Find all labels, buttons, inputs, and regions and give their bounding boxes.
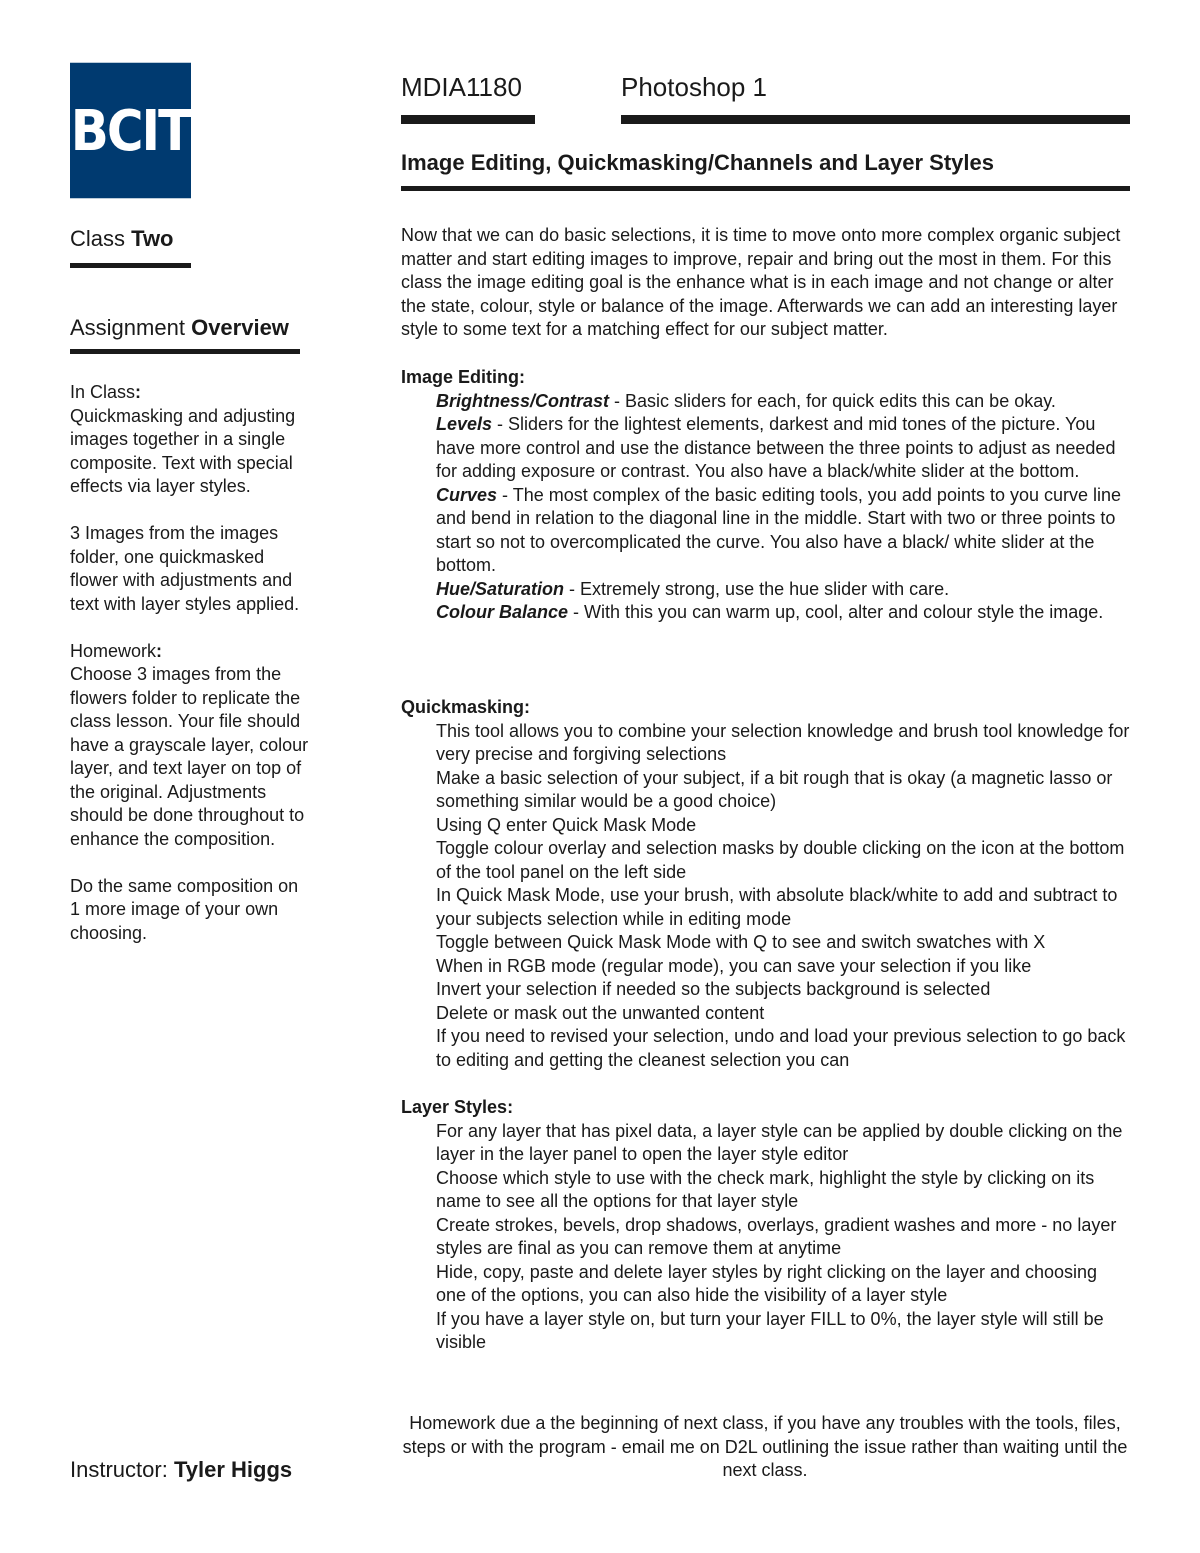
list-item: For any layer that has pixel data, a layer style can be applied by double clicking on the layer in the layer panel to open the layer style editor — [436, 1120, 1123, 1164]
course-name-bar — [621, 115, 1130, 124]
bcit-logo — [70, 63, 191, 199]
quickmasking-heading: Quickmasking: — [401, 697, 531, 717]
homework-label: Homework: — [70, 640, 163, 661]
homework-extra: Do the same composition on 1 more image of your own choosing. — [70, 875, 299, 943]
homework-text: Choose 3 images from the flowers folder to replicate the class lesson. Your file should have a grayscale layer, colour layer, and text layer on top of the original. Adjustments should be done throughout to enhance the composition. — [70, 664, 309, 849]
list-item: Choose which style to use with the check mark, highlight the style by clicking on its name to see all the options for that layer style — [436, 1167, 1095, 1211]
list-item: Invert your selection if needed so the subjects background is selected — [436, 979, 991, 999]
class-underline — [70, 263, 191, 268]
instructor-credit — [70, 1457, 292, 1483]
list-item: Curves - The most complex of the basic editing tools, you add points to you curve line and bend in relation to the diagonal line in the middle. Start with two or three points to start so not to overcomplicated the curve. You also have a black/ white slider at the bottom. — [436, 484, 1122, 575]
assignment-heading — [70, 315, 289, 341]
in-class-extra: 3 Images from the images folder, one quickmasked flower with adjustments and text with layer styles applied. — [70, 523, 300, 614]
course-code: MDIA1180 — [401, 72, 522, 102]
in-class-label: In Class: — [70, 382, 142, 402]
image-editing-list — [401, 390, 1131, 625]
assignment-underline — [70, 349, 300, 354]
layer-styles-list — [401, 1120, 1131, 1355]
quickmasking-list — [401, 720, 1131, 1073]
class-value: Two — [131, 226, 174, 251]
instructor-label: Instructor: — [70, 1457, 168, 1482]
page-title: Image Editing, Quickmasking/Channels and Layer Styles — [401, 150, 994, 175]
list-item: Create strokes, bevels, drop shadows, overlays, gradient washes and more - no layer styles are final as you can remove them at anytime — [436, 1214, 1117, 1258]
list-item: Toggle colour overlay and selection masks by double clicking on the icon at the bottom of the tool panel on the left side — [436, 838, 1125, 882]
list-item: Colour Balance - With this you can warm up, cool, alter and colour style the image. — [436, 602, 1104, 622]
instructor-name: Tyler Higgs — [173, 1457, 293, 1482]
list-item: Using Q enter Quick Mask Mode — [436, 814, 697, 835]
assignment-label: Assignment — [70, 315, 185, 340]
layer-styles-section — [401, 1096, 1131, 1355]
class-label: Class — [70, 226, 126, 251]
assignment-details — [70, 381, 310, 969]
logo-text: BCIT — [70, 98, 191, 163]
list-item: When in RGB mode (regular mode), you can save your selection if you like — [436, 955, 1032, 976]
list-item: Hide, copy, paste and delete layer styles by right clicking on the layer and choosing one of the options, you can also hide the visibility of a layer style — [436, 1261, 1098, 1305]
list-item: In Quick Mask Mode, use your brush, with absolute black/white to add and subtract to your subjects selection while in editing mode — [436, 885, 1118, 929]
intro-paragraph: Now that we can do basic selections, it is time to move onto more complex organic subject matter and start editing images to improve, repair and bring out the most in them. For this class the image editing goal is the enhance what is in each image and not change or alter the state, colour, style or balance of the image. Afterwards we can add an interesting layer style to some text for a matching effect for our subject matter. — [401, 225, 1121, 339]
list-item: Delete or mask out the unwanted content — [436, 1002, 765, 1023]
layer-styles-heading: Layer Styles: — [401, 1097, 514, 1117]
in-class-text: Quickmasking and adjusting images together in a single composite. Text with special effects via layer styles. — [70, 405, 296, 496]
image-editing-heading: Image Editing: — [401, 367, 526, 387]
quickmasking-section — [401, 696, 1131, 1072]
list-item: Brightness/Contrast - Basic sliders for each, for quick edits this can be okay. — [436, 390, 1056, 411]
list-item: Levels - Sliders for the lightest elements, darkest and mid tones of the picture. You have more control and use the distance between the three points to adjust as needed for adding exposure or contrast. You also have a black/white slider at the bottom. — [436, 414, 1116, 481]
course-name: Photoshop 1 — [621, 72, 768, 102]
list-item: Hue/Saturation - Extremely strong, use the hue slider with care. — [436, 578, 950, 599]
list-item: If you need to revised your selection, undo and load your previous selection to go back to editing and getting the cleanest selection you can — [436, 1026, 1126, 1070]
title-underline — [401, 186, 1130, 191]
assignment-value: Overview — [191, 315, 289, 340]
image-editing-section — [401, 366, 1131, 625]
homework-footer-note: Homework due a the beginning of next class, if you have any troubles with the tools, files, steps or with the program - email me on D2L outlining the issue rather than waiting until the next class. — [402, 1413, 1128, 1480]
class-number — [70, 226, 174, 252]
list-item: Toggle between Quick Mask Mode with Q to see and switch swatches with X — [436, 932, 1046, 952]
course-code-bar — [401, 115, 535, 124]
list-item: If you have a layer style on, but turn your layer FILL to 0%, the layer style will still be visible — [436, 1308, 1104, 1352]
list-item: This tool allows you to combine your selection knowledge and brush tool knowledge for very precise and forgiving selections — [436, 720, 1130, 764]
list-item: Make a basic selection of your subject, if a bit rough that is okay (a magnetic lasso or something similar would be a good choice) — [436, 767, 1113, 811]
